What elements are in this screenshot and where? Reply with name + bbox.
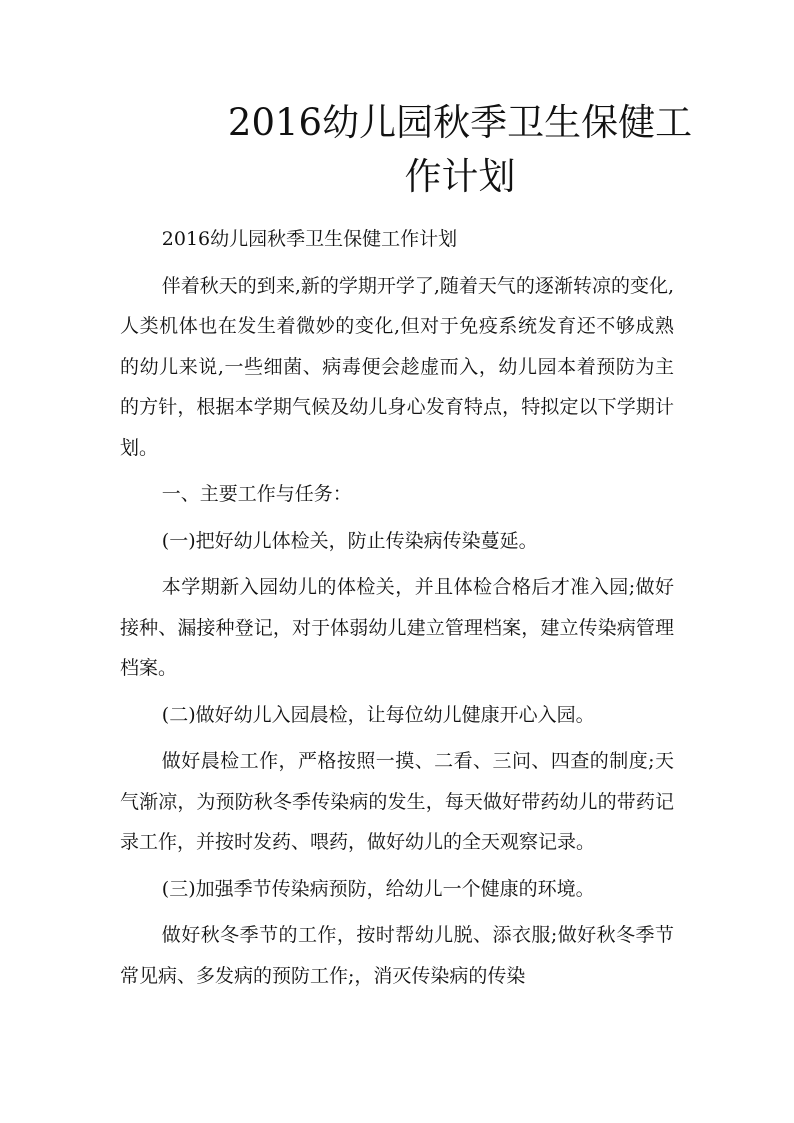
subsection-heading-3: (三)加强季节传染病预防，给幼儿一个健康的环境。 — [161, 877, 595, 900]
document-title-line-2: 作计划 — [404, 155, 516, 198]
document-title — [120, 96, 794, 204]
paragraph-morning-check: 做好晨检工作，严格按照一摸、二看、三问、四查的制度;天气渐凉，为预防秋冬季传染病的发生，每天做好带药幼儿的带药记录工作，并按时发药、喂药，做好幼儿的全天观察记录。 — [120, 750, 674, 853]
document-body — [120, 219, 674, 1002]
section-heading-main-tasks: 一、主要工作与任务： — [161, 483, 352, 505]
document-subtitle: 2016幼儿园秋季卫生保健工作计划 — [161, 228, 458, 250]
subsection-heading-1: (一)把好幼儿体检关，防止传染病传染蔓延。 — [161, 529, 538, 552]
subsection-heading-2: (二)做好幼儿入园晨检，让每位幼儿健康开心入园。 — [161, 703, 595, 726]
document-title-line-1: 2016幼儿园秋季卫生保健工 — [227, 101, 693, 144]
paragraph-seasonal-prevention: 做好秋冬季节的工作，按时帮幼儿脱、添衣服;做好秋冬季节常见病、多发病的预防工作;，消灭传染病的传染 — [120, 924, 674, 987]
paragraph-health-check: 本学期新入园幼儿的体检关，并且体检合格后才准入园;做好接种、漏接种登记，对于体弱幼儿建立管理档案，建立传染病管理档案。 — [120, 576, 674, 679]
paragraph-intro: 伴着秋天的到来,新的学期开学了,随着天气的逐渐转凉的变化,人类机体也在发生着微妙的变化,但对于免疫系统发育还不够成熟的幼儿来说,一些细菌、病毒便会趁虚而入，幼儿园本着预防为主的方针，根据本学期气候及幼儿身心发育特点，特拟定以下学期计划。 — [120, 274, 674, 459]
